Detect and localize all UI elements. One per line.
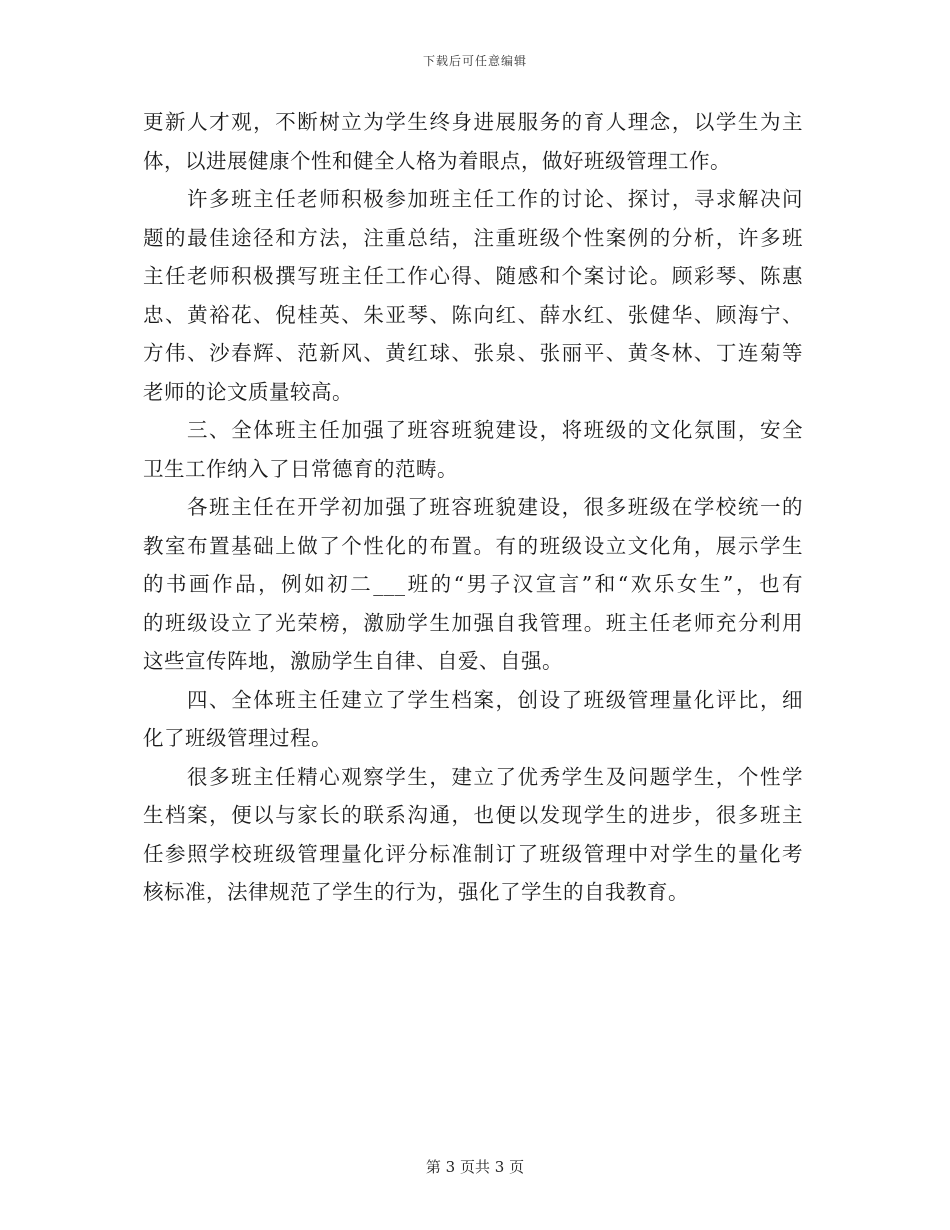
text-line: 任参照学校班级管理量化评分标准制订了班级管理中对学生的量化考 xyxy=(143,841,803,866)
text-line: 忠、黄裕花、倪桂英、朱亚琴、陈向红、薛水红、张健华、顾海宁、 xyxy=(143,302,803,327)
text-line: 这些宣传阵地，激励学生自律、自爱、自强。 xyxy=(143,649,563,673)
text-line: 的班级设立了光荣榜，激励学生加强自我管理。班主任老师充分利用 xyxy=(143,610,803,635)
paragraph xyxy=(143,681,803,758)
text-line: 很多班主任精心观察学生，建立了优秀学生及问题学生，个性学 xyxy=(187,764,803,789)
text-line: 老师的论文质量较高。 xyxy=(143,379,353,404)
paragraph xyxy=(143,488,803,681)
paragraph xyxy=(143,180,803,411)
text-line: 各班主任在开学初加强了班容班貌建设，很多班级在学校统一的 xyxy=(187,495,803,519)
paragraph xyxy=(143,103,803,180)
text-line: 方伟、沙春辉、范新风、黄红球、张泉、张丽平、黄冬林、丁连菊等 xyxy=(143,341,803,365)
text-line: 三、全体班主任加强了班容班貌建设，将班级的文化氛围，安全 xyxy=(187,418,803,442)
paragraph xyxy=(143,411,803,488)
page-header: 下载后可任意编辑 xyxy=(422,54,527,68)
text-line: 教室布置基础上做了个性化的布置。有的班级设立文化角，展示学生 xyxy=(143,533,803,558)
text-line: 的书画作品，例如初二___班的“男子汉宣言”和“欢乐女生”，也有 xyxy=(143,572,803,596)
text-line: 生档案，便以与家长的联系沟通，也便以发现学生的进步，很多班主 xyxy=(143,803,803,827)
text-line: 许多班主任老师积极参加班主任工作的讨论、探讨，寻求解决问 xyxy=(187,187,803,211)
document-body xyxy=(143,103,803,912)
text-line: 更新人才观，不断树立为学生终身进展服务的育人理念，以学生为主 xyxy=(143,110,803,134)
text-line: 四、全体班主任建立了学生档案，创设了班级管理量化评比，细 xyxy=(187,687,803,712)
text-line: 卫生工作纳入了日常德育的范畴。 xyxy=(143,456,458,481)
text-line: 化了班级管理过程。 xyxy=(143,726,332,750)
text-line: 题的最佳途径和方法，注重总结，注重班级个性案例的分析，许多班 xyxy=(143,225,803,250)
paragraph xyxy=(143,758,803,912)
text-line: 主任老师积极撰写班主任工作心得、随感和个案讨论。顾彩琴、陈惠 xyxy=(143,264,803,288)
text-line: 体，以进展健康个性和健全人格为着眼点，做好班级管理工作。 xyxy=(143,148,731,173)
page-footer: 第 3 页共 3 页 xyxy=(425,1158,525,1176)
text-line: 核标准，法律规范了学生的行为，强化了学生的自我教育。 xyxy=(143,880,689,904)
